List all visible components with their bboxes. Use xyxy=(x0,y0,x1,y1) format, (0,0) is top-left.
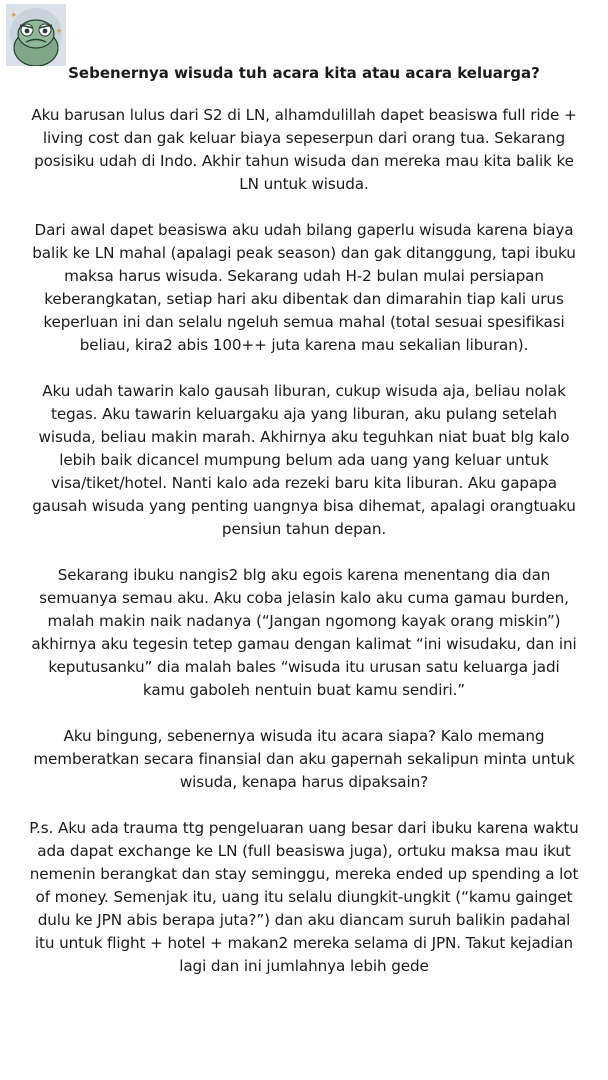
post-paragraph: Aku barusan lulus dari S2 di LN, alhamdulillah dapet beasiswa full ride + living cost dan gak keluar biaya sepeserpun dari orang tua. Sekarang posisiku udah di Indo. Akhir tahun wisuda dan mereka mau kita balik ke LN untuk wisuda. xyxy=(31,106,577,193)
post-paragraph: P.s. Aku ada trauma ttg pengeluaran uang besar dari ibuku karena waktu ada dapat exchange ke LN (full beasiswa juga), ortuku maksa mau ikut nemenin berangkat dan stay seminggu, mereka ended up spending a lot of money. Semenjak itu, uang itu selalu diungkit-ungkit (“kamu gainget dulu ke JPN abis berapa juta?”) dan aku diancam suruh balikin padahal itu untuk flight + hotel + makan2 mereka selama di JPN. Takut kejadian lagi dan ini jumlahnya lebih gede xyxy=(29,819,579,975)
frog-avatar-icon xyxy=(6,4,66,66)
post-paragraph: Dari awal dapet beasiswa aku udah bilang gaperlu wisuda karena biaya balik ke LN mahal (apalagi peak season) dan gak ditanggung, tapi ibuku maksa harus wisuda. Sekarang udah H-2 bulan mulai persiapan keberangkatan, setiap hari aku dibentak dan dimarahin tiap kali urus keperluan ini dan selalu ngeluh semua mahal (total sesuai spesifikasi beliau, kira2 abis 100++ juta karena mau sekalian liburan). xyxy=(32,221,576,354)
svg-text:✦: ✦ xyxy=(10,11,18,21)
post-paragraph: Aku udah tawarin kalo gausah liburan, cukup wisuda aja, beliau nolak tegas. Aku tawarin keluargaku aja yang liburan, aku pulang setelah wisuda, beliau makin marah. Akhirnya aku teguhkan niat buat blg kalo lebih baik dicancel mumpung belum ada uang yang keluar untuk visa/tiket/hotel. Nanti kalo ada rezeki baru kita liburan. Aku gapapa gausah wisuda yang penting uangnya bisa dihemat, apalagi orangtuaku pensiun tahun depan. xyxy=(32,382,576,538)
post-body xyxy=(28,104,580,978)
post-paragraph: Sekarang ibuku nangis2 blg aku egois karena menentang dia dan semuanya semau aku. Aku coba jelasin kalo aku cuma gamau burden, malah makin naik nadanya (“Jangan ngomong kayak orang miskin”) akhirnya aku tegesin tetep gamau dengan kalimat “ini wisudaku, dan ini keputusanku” dia malah bales “wisuda itu urusan satu keluarga jadi kamu gaboleh nentuin buat kamu sendiri.” xyxy=(31,566,577,699)
post-title: Sebenernya wisuda tuh acara kita atau acara keluarga? xyxy=(68,64,540,82)
svg-text:✦: ✦ xyxy=(55,27,63,37)
avatar xyxy=(6,4,66,66)
post-paragraph: Aku bingung, sebenernya wisuda itu acara siapa? Kalo memang memberatkan secara finansial dan aku gapernah sekalipun minta untuk wisuda, kenapa harus dipaksain? xyxy=(33,727,575,791)
